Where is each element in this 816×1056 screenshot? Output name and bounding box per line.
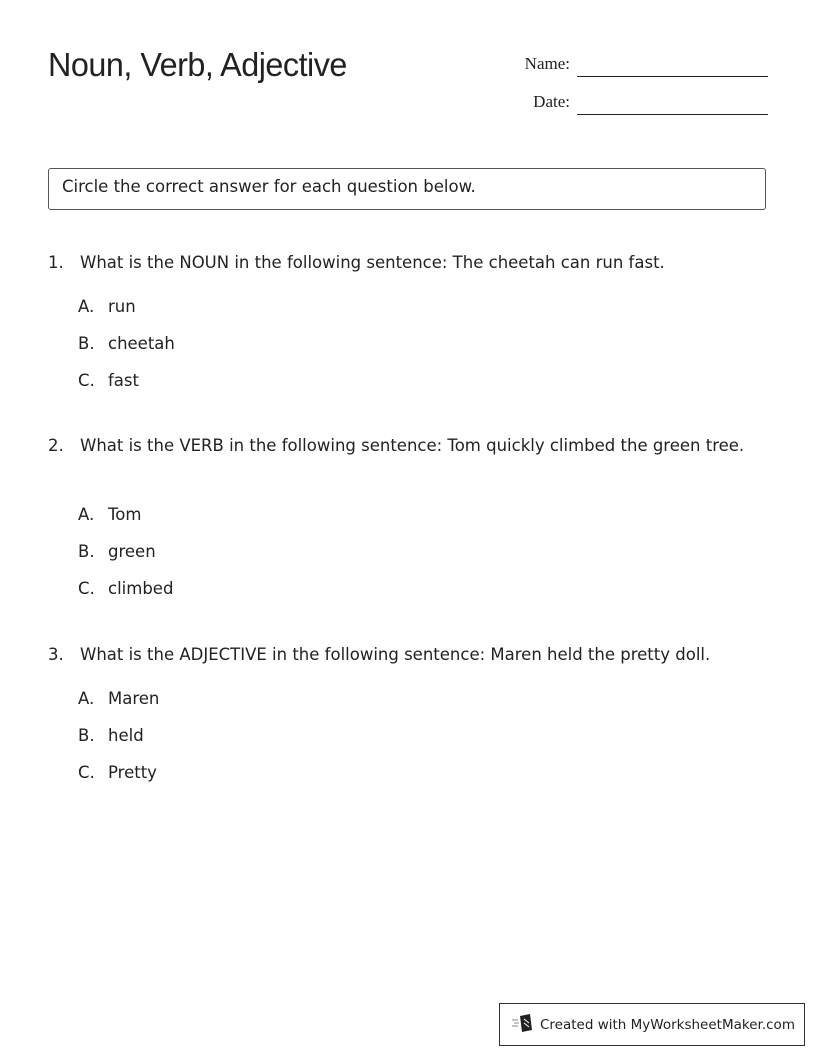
worksheet-title: Noun, Verb, Adjective xyxy=(48,46,347,83)
option-3a[interactable] xyxy=(78,689,159,708)
option-letter: C. xyxy=(78,763,95,782)
footer-credit[interactable] xyxy=(499,1003,805,1046)
option-letter: B. xyxy=(78,542,95,561)
option-text: Tom xyxy=(108,505,142,524)
option-2c[interactable] xyxy=(78,579,173,598)
option-letter: C. xyxy=(78,371,95,390)
option-2a[interactable] xyxy=(78,505,141,524)
question-3 xyxy=(48,643,778,667)
name-label: Name: xyxy=(524,54,570,73)
question-text: What is the VERB in the following sentence: Tom quickly climbed the green tree. xyxy=(80,436,745,455)
question-number: 3. xyxy=(48,645,64,664)
option-2b[interactable] xyxy=(78,542,156,561)
question-text: What is the ADJECTIVE in the following sentence: Maren held the pretty doll. xyxy=(80,645,711,664)
option-text: Maren xyxy=(108,689,160,708)
date-label: Date: xyxy=(533,92,570,111)
option-letter: A. xyxy=(78,297,95,316)
option-text: climbed xyxy=(108,579,174,598)
question-2 xyxy=(48,434,758,458)
footer-text: Created with MyWorksheetMaker.com xyxy=(540,1016,795,1033)
question-text: What is the NOUN in the following sentence: The cheetah can run fast. xyxy=(80,253,665,272)
question-1 xyxy=(48,251,758,275)
worksheet-logo-icon xyxy=(512,1013,540,1037)
option-1b[interactable] xyxy=(78,334,175,353)
option-text: cheetah xyxy=(108,334,175,353)
question-number: 2. xyxy=(48,436,64,455)
option-text: run xyxy=(108,297,136,316)
option-letter: A. xyxy=(78,505,95,524)
question-number: 1. xyxy=(48,253,64,272)
instructions-box: Circle the correct answer for each question below. xyxy=(48,168,766,210)
option-1a[interactable] xyxy=(78,297,136,316)
option-text: Pretty xyxy=(108,763,157,782)
option-letter: C. xyxy=(78,579,95,598)
option-text: green xyxy=(108,542,156,561)
option-3c[interactable] xyxy=(78,763,157,782)
option-text: held xyxy=(108,726,144,745)
name-line[interactable] xyxy=(577,76,768,77)
option-letter: B. xyxy=(78,334,95,353)
option-1c[interactable] xyxy=(78,371,139,390)
option-letter: A. xyxy=(78,689,95,708)
option-letter: B. xyxy=(78,726,95,745)
date-line[interactable] xyxy=(577,114,768,115)
option-3b[interactable] xyxy=(78,726,144,745)
option-text: fast xyxy=(108,371,139,390)
